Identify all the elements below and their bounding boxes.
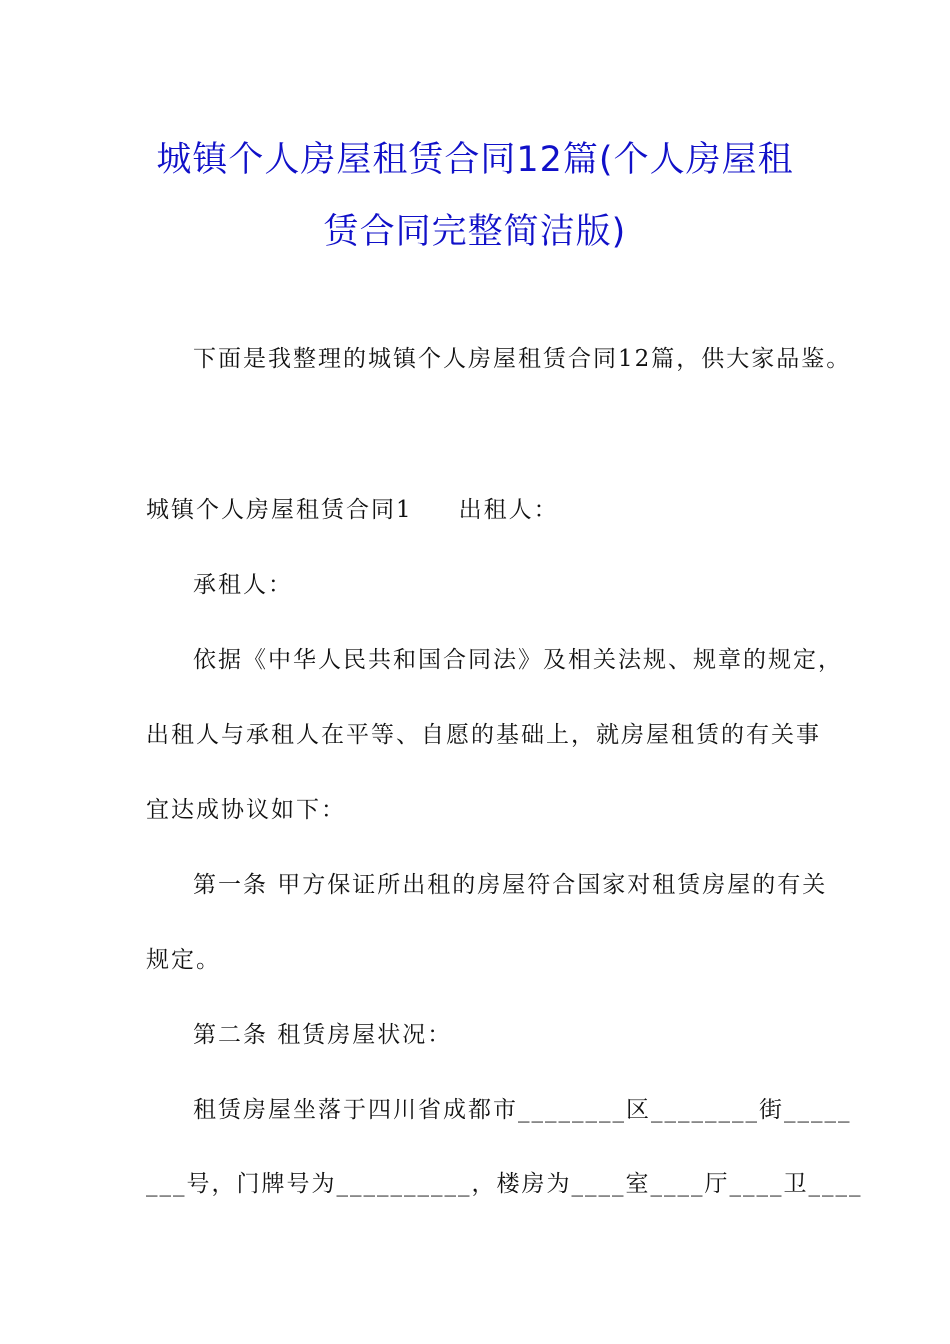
article-1-line-1: 第一条 甲方保证所出租的房屋符合国家对租赁房屋的有关: [193, 872, 828, 898]
article-2-heading: 第二条 租赁房屋状况：: [193, 1022, 453, 1048]
location-line-2: ___号，门牌号为__________，楼房为____室____厅____卫____: [146, 1171, 863, 1197]
contract-heading: 城镇个人房屋租赁合同1: [146, 497, 413, 523]
article-1-line-2: 规定。: [146, 947, 221, 973]
document-title-line-1: 城镇个人房屋租赁合同12篇(个人房屋租: [156, 140, 794, 180]
document-title-line-2: 赁合同完整简洁版): [323, 212, 627, 252]
lessor-label: 出租人：: [458, 497, 559, 523]
intro-paragraph: 下面是我整理的城镇个人房屋租赁合同12篇，供大家品鉴。: [193, 346, 852, 372]
lessee-label: 承租人：: [193, 572, 293, 598]
contract-heading-row: [146, 494, 559, 526]
location-line-1: 租赁房屋坐落于四川省成都市________区________街_____: [193, 1097, 852, 1123]
paragraph-1-line-3: 宜达成协议如下：: [146, 797, 346, 823]
paragraph-1-line-2: 出租人与承租人在平等、自愿的基础上，就房屋租赁的有关事: [146, 722, 821, 748]
paragraph-1-line-1: 依据《中华人民共和国合同法》及相关法规、规章的规定，: [193, 647, 843, 673]
